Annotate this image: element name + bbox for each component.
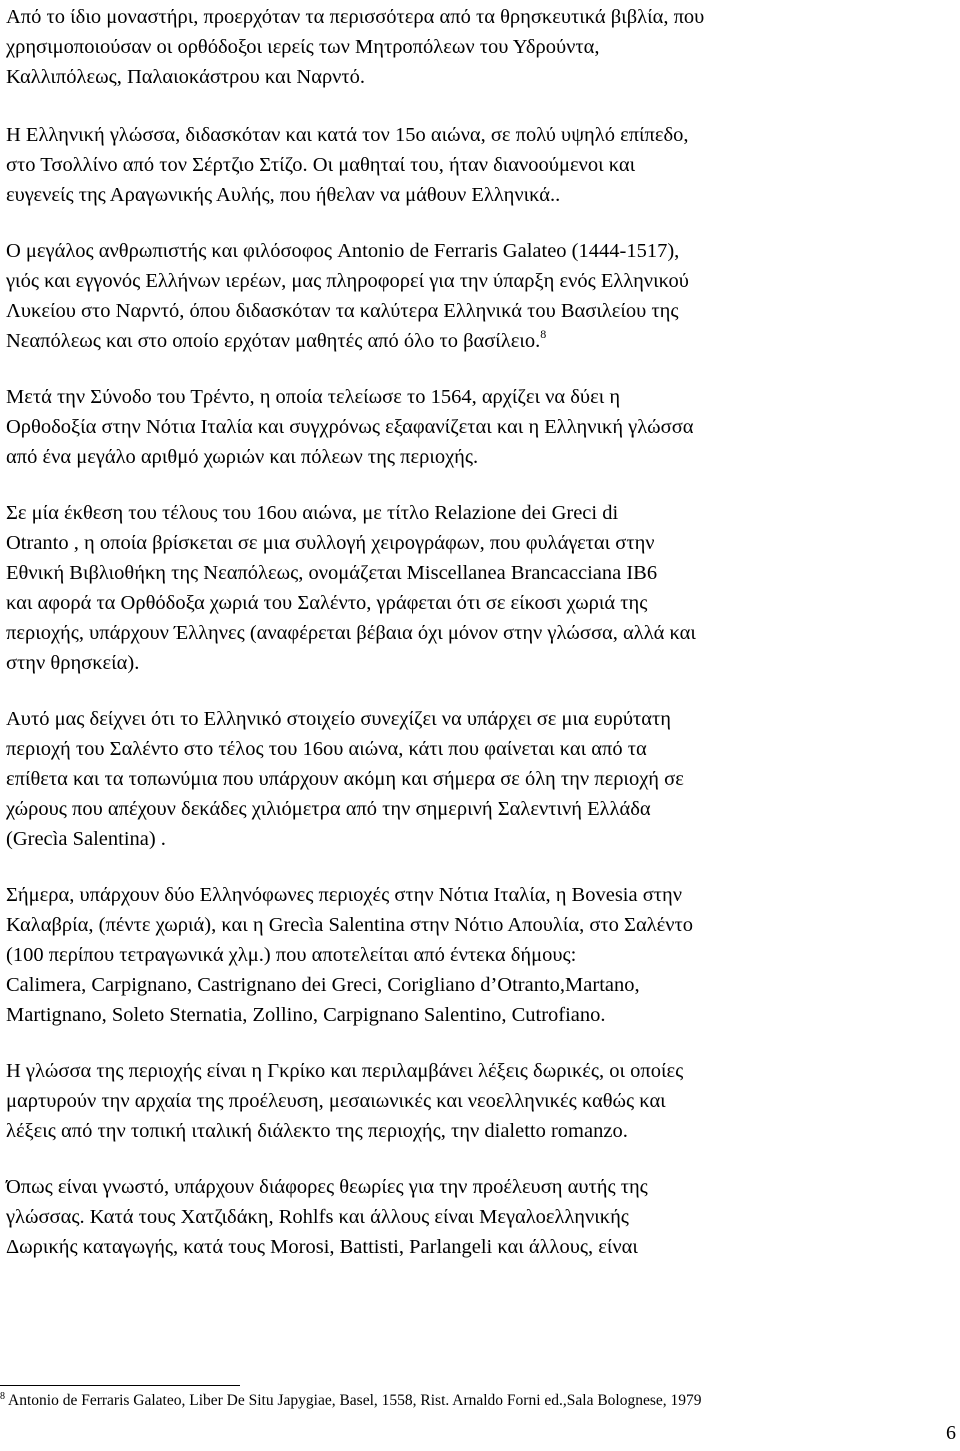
- paragraph-4: [6, 382, 951, 472]
- text-line-content: Νεαπόλεως και στο οποίο ερχόταν μαθητές από όλο το βασίλειο.: [6, 330, 541, 352]
- text-line: Calimera, Carpignano, Castrignano dei Greci, Corigliano d’Otranto,Martano,: [6, 974, 640, 996]
- text-line: γιός και εγγονός Ελλήνων ιερέων, μας πληροφορεί για την ύπαρξη ενός Ελληνικού: [6, 270, 689, 292]
- text-line: Σε μία έκθεση του τέλους του 16ου αιώνα, με τίτλο Relazione dei Greci di: [6, 502, 619, 524]
- page-number: 6: [946, 1422, 956, 1444]
- text-line: λέξεις από την τοπική ιταλική διάλεκτο της περιοχής, την dialetto romanzo.: [6, 1120, 628, 1142]
- text-line: Όπως είναι γνωστό, υπάρχουν διάφορες θεωρίες για την προέλευση αυτής της: [6, 1176, 648, 1198]
- text-line: ευγενείς της Αραγωνικής Αυλής, που ήθελαν να μάθουν Ελληνικά..: [6, 184, 561, 206]
- text-line: επίθετα και τα τοπωνύμια που υπάρχουν ακόμη και σήμερα σε όλη την περιοχή σε: [6, 768, 684, 790]
- text-line: Otranto , η οποία βρίσκεται σε μια συλλογή χειρογράφων, που φυλάγεται στην: [6, 532, 655, 554]
- paragraph-1: [6, 2, 951, 92]
- text-line: Σήμερα, υπάρχουν δύο Ελληνόφωνες περιοχές στην Νότια Ιταλία, η Bovesia στην: [6, 884, 682, 906]
- paragraph-7: [6, 880, 951, 1030]
- text-line: μαρτυρούν την αρχαία της προέλευση, μεσαιωνικές και νεοελληνικές καθώς και: [6, 1090, 666, 1112]
- paragraph-2: [6, 120, 951, 210]
- footnote-divider: [0, 1385, 240, 1386]
- text-line: περιοχής, υπάρχουν Έλληνες (αναφέρεται βέβαια όχι μόνον στην γλώσσα, αλλά και: [6, 622, 696, 644]
- footnote-text: Antonio de Ferraris Galateo, Liber De Situ Japygiae, Basel, 1558, Rist. Arnaldo Forni ed.,Sala Bolognese, 1979: [5, 1392, 702, 1409]
- paragraph-3: [6, 236, 951, 356]
- paragraph-5: [6, 498, 951, 678]
- text-line: Ο μεγάλος ανθρωπιστής και φιλόσοφος Antonio de Ferraris Galateo (1444-1517),: [6, 240, 680, 262]
- footnote: [0, 1391, 950, 1411]
- text-line: περιοχή του Σαλέντο στο τέλος του 16ου αιώνα, κάτι που φαίνεται και από τα: [6, 738, 647, 760]
- paragraph-9: [6, 1172, 951, 1262]
- text-line: Η γλώσσα της περιοχής είναι η Γκρίκο και περιλαμβάνει λέξεις δωρικές, οι οποίες: [6, 1060, 684, 1082]
- paragraph-8: [6, 1056, 951, 1146]
- text-line: στην θρησκεία).: [6, 652, 140, 674]
- text-line: Εθνική Βιβλιοθήκη της Νεαπόλεως, ονομάζεται Miscellanea Brancacciana IB6: [6, 562, 658, 584]
- text-line: Καλαβρία, (πέντε χωριά), και η Grecìa Salentina στην Νότιο Απουλία, στο Σαλέντο: [6, 914, 693, 936]
- text-line: γλώσσας. Κατά τους Χατζιδάκη, Rohlfs και άλλους είναι Μεγαλοελληνικής: [6, 1206, 629, 1228]
- text-line: στο Τσολλίνο από τον Σέρτζιο Στίζο. Οι μαθηταί του, ήταν διανοούμενοι και: [6, 154, 636, 176]
- text-line: Δωρικής καταγωγής, κατά τους Morosi, Battisti, Parlangeli και άλλους, είναι: [6, 1236, 638, 1258]
- text-line: και αφορά τα Ορθόδοξα χωριά του Σαλέντο, γράφεται ότι σε είκοσι χωριά της: [6, 592, 648, 614]
- text-line: (100 περίπου τετραγωνικά χλμ.) που αποτελείται από έντεκα δήμους:: [6, 944, 577, 966]
- text-line: Martignano, Soleto Sternatia, Zollino, Carpignano Salentino, Cutrofiano.: [6, 1004, 606, 1026]
- text-line: Αυτό μας δείχνει ότι το Ελληνικό στοιχείο συνεχίζει να υπάρχει σε μια ευρύτατη: [6, 708, 671, 730]
- text-line: [6, 326, 951, 356]
- footnote-marker: 8: [0, 1391, 5, 1402]
- text-line: από ένα μεγάλο αριθμό χωριών και πόλεων της περιοχής.: [6, 446, 479, 468]
- text-line: χρησιμοποιούσαν οι ορθόδοξοι ιερείς των Μητροπόλεων του Υδρούντα,: [6, 36, 600, 58]
- text-line: Η Ελληνική γλώσσα, διδασκόταν και κατά τον 15ο αιώνα, σε πολύ υψηλό επίπεδο,: [6, 124, 689, 146]
- body-text: [6, 2, 951, 1288]
- text-line: Μετά την Σύνοδο του Τρέντο, η οποία τελείωσε το 1564, αρχίζει να δύει η: [6, 386, 621, 408]
- text-line: χώρους που απέχουν δεκάδες χιλιόμετρα από την σημερινή Σαλεντινή Ελλάδα: [6, 798, 651, 820]
- paragraph-6: [6, 704, 951, 854]
- text-line: Ορθοδοξία στην Νότια Ιταλία και συγχρόνως εξαφανίζεται και η Ελληνική γλώσσα: [6, 416, 694, 438]
- text-line: Λυκείου στο Ναρντό, όπου διδασκόταν τα καλύτερα Ελληνικά του Βασιλείου της: [6, 300, 679, 322]
- footnote-reference[interactable]: 8: [540, 327, 547, 341]
- text-line: Από το ίδιο μοναστήρι, προερχόταν τα περισσότερα από τα θρησκευτικά βιβλία, που: [6, 6, 705, 28]
- text-line: Καλλιπόλεως, Παλαιοκάστρου και Ναρντό.: [6, 66, 366, 88]
- text-line: (Grecìa Salentina) .: [6, 828, 166, 850]
